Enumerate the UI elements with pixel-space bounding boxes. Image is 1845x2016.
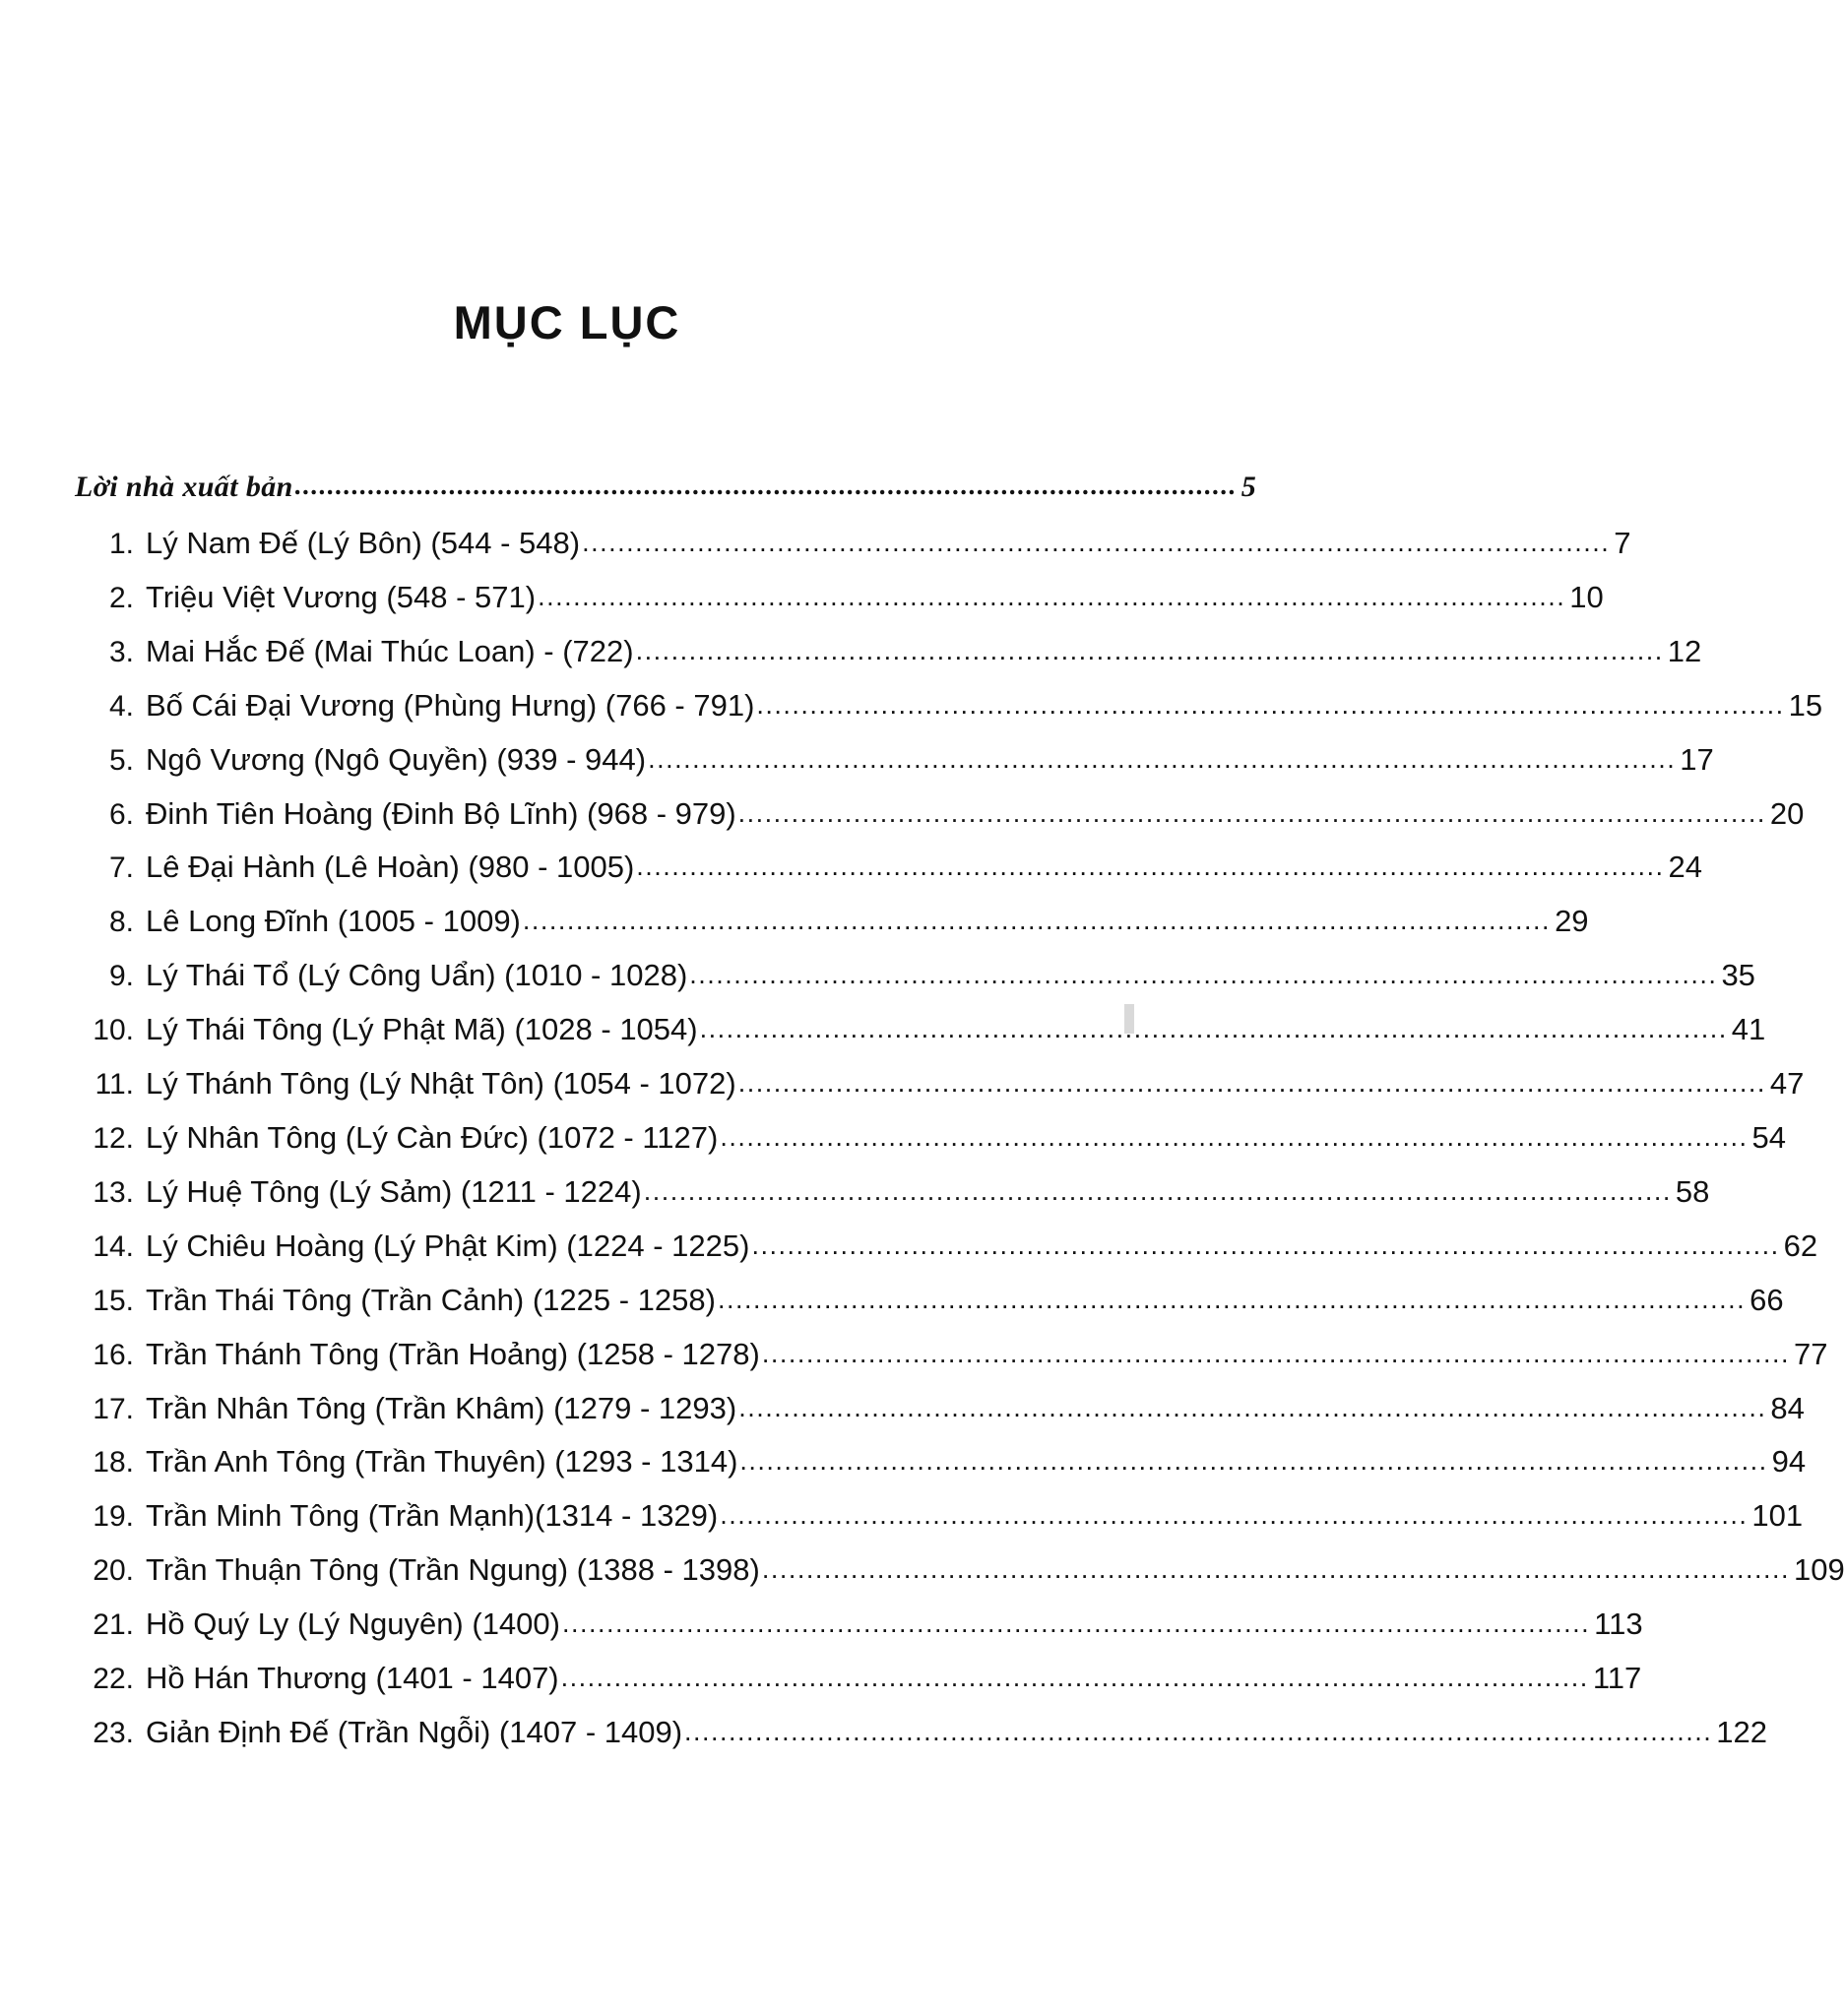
toc-entry[interactable] — [73, 1281, 1784, 1321]
toc-entry-page: 101 — [1751, 1498, 1804, 1534]
toc-entry[interactable] — [73, 1064, 1805, 1104]
toc-entry-number: 23. — [93, 1716, 134, 1749]
toc-entry[interactable] — [73, 1172, 1710, 1213]
toc-entry-page: 94 — [1771, 1444, 1807, 1480]
toc-entry-page: 29 — [1555, 904, 1589, 939]
toc-entry-label: Bố Cái Đại Vương (Phùng Hưng) (766 - 791) — [146, 687, 755, 723]
toc-entry-page: 113 — [1594, 1606, 1643, 1642]
toc-entry-label: Trần Nhân Tông (Trần Khâm) (1279 - 1293) — [146, 1390, 737, 1425]
dot-leader: .................................................................................................................... — [538, 581, 1566, 611]
toc-entry[interactable] — [73, 1550, 1845, 1591]
toc-entry[interactable] — [73, 1389, 1805, 1429]
toc-entry[interactable] — [73, 686, 1823, 726]
dot-leader: .................................................................................................................... — [684, 1716, 1713, 1746]
dot-leader: .................................................................................................................... — [699, 1014, 1728, 1044]
toc-entry-page: 117 — [1592, 1661, 1642, 1696]
toc-entry-page: 62 — [1783, 1228, 1818, 1263]
dot-leader: .................................................................................................................... — [635, 635, 1664, 665]
toc-entry-label: Đinh Tiên Hoàng (Đinh Bộ Lĩnh) (968 - 979) — [146, 795, 736, 831]
toc-entry-page: 47 — [1769, 1066, 1805, 1102]
toc-entry[interactable] — [73, 1335, 1828, 1375]
toc-entry-label: Giản Định Đế (Trần Ngỗi) (1407 - 1409) — [146, 1714, 683, 1749]
toc-entry-number: 9. — [108, 960, 134, 993]
toc-entry[interactable] — [73, 956, 1755, 996]
toc-entry[interactable] — [73, 1010, 1766, 1050]
toc-entry-label: Trần Minh Tông (Trần Mạnh)(1314 - 1329) — [146, 1498, 719, 1534]
dot-leader: .................................................................................................................... — [737, 1068, 1766, 1099]
toc-entry-label: Lý Thái Tông (Lý Phật Mã) (1028 - 1054) — [146, 1012, 698, 1047]
dot-leader: .................................................................................................................... — [738, 1392, 1767, 1422]
toc-entry[interactable] — [73, 1118, 1786, 1159]
toc-entry-number: 2. — [108, 581, 134, 614]
toc-entry-number: 7. — [108, 851, 134, 885]
toc-entry-number: 13. — [93, 1175, 134, 1209]
toc-entry-preface[interactable] — [73, 471, 1256, 504]
toc-entry[interactable] — [73, 794, 1805, 835]
toc-entry-label: Lý Chiêu Hoàng (Lý Phật Kim) (1224 - 1225) — [146, 1228, 750, 1263]
toc-entry-label: Trần Thánh Tông (Trần Hoảng) (1258 - 1278) — [146, 1336, 760, 1371]
toc-entry-number: 3. — [108, 635, 134, 668]
dot-leader: .................................................................................................................... — [689, 960, 1718, 990]
toc-entry-label: Lý Nam Đế (Lý Bôn) (544 - 548) — [146, 526, 581, 560]
toc-entry-page: 54 — [1751, 1119, 1786, 1155]
toc-entry-number: 21. — [93, 1608, 134, 1642]
toc-entry-number: 14. — [93, 1229, 134, 1263]
toc-entry-page: 41 — [1731, 1012, 1766, 1047]
toc-entry-page: 66 — [1750, 1282, 1784, 1317]
toc-entry[interactable] — [73, 1227, 1818, 1267]
toc-entry-label: Triệu Việt Vương (548 - 571) — [146, 579, 537, 614]
dot-leader: .................................................................................................................... — [720, 1500, 1749, 1531]
dot-leader: .................................................................................................................... — [751, 1229, 1780, 1260]
toc-entry[interactable] — [73, 632, 1702, 672]
toc-entry-label: Lý Thái Tổ (Lý Công Uẩn) (1010 - 1028) — [146, 958, 688, 993]
toc-entry-label: Hồ Hán Thương (1401 - 1407) — [146, 1661, 559, 1696]
toc-entry-number: 11. — [95, 1068, 134, 1102]
dot-leader: .................................................................................................................... — [561, 1608, 1591, 1639]
toc-entry-page: 5 — [1241, 471, 1256, 503]
toc-entry-number: 6. — [108, 797, 134, 831]
toc-entry-label: Lý Huệ Tông (Lý Sảm) (1211 - 1224) — [146, 1173, 642, 1209]
toc-entry-number: 1. — [108, 528, 134, 560]
toc-entry-page: 58 — [1675, 1173, 1710, 1209]
toc-entry-page: 17 — [1680, 741, 1714, 777]
dot-leader: .................................................................................................................... — [582, 528, 1611, 557]
toc-entry-label: Lời nhà xuất bản — [75, 471, 293, 503]
dot-leader: .................................................................................................................... — [737, 797, 1766, 828]
toc-entry-page: 7 — [1614, 526, 1631, 560]
toc-entry-number: 5. — [108, 743, 134, 777]
toc-entry-number: 10. — [93, 1014, 134, 1047]
toc-entry-label: Lê Đại Hành (Lê Hoàn) (980 - 1005) — [146, 850, 635, 885]
toc-entry-label: Trần Thái Tông (Trần Cảnh) (1225 - 1258) — [146, 1282, 716, 1317]
toc-entry-number: 16. — [93, 1338, 134, 1371]
toc-entry-page: 109 — [1793, 1552, 1845, 1588]
toc-entry[interactable] — [73, 1605, 1643, 1645]
dot-leader: .................................................................................................................... — [522, 906, 1552, 936]
dot-leader: .................................................................................................................... — [717, 1284, 1747, 1314]
toc-entry-number: 4. — [108, 689, 134, 723]
page-title: MỤC LỤC — [453, 296, 681, 348]
toc-entry-page: 12 — [1667, 633, 1702, 668]
toc-entry[interactable] — [73, 1496, 1804, 1537]
toc-entry-label: Mai Hắc Đế (Mai Thúc Loan) - (722) — [146, 633, 634, 668]
toc-entry-page: 20 — [1769, 795, 1805, 831]
dot-leader: .................................................................................................................... — [636, 851, 1665, 882]
dot-leader: .................................................................................................................... — [761, 1554, 1790, 1585]
dot-leader: .................................................................................................................... — [739, 1446, 1768, 1477]
toc-entry-page: 122 — [1716, 1714, 1767, 1749]
toc-entry-page: 15 — [1788, 687, 1823, 723]
toc-entry-page: 77 — [1793, 1336, 1828, 1371]
dot-leader: .................................................................................................................... — [643, 1175, 1672, 1206]
toc-entry-label: Lý Thánh Tông (Lý Nhật Tôn) (1054 - 1072) — [146, 1066, 736, 1102]
toc-entry[interactable] — [73, 848, 1702, 888]
dot-leader: .................................................................................................................... — [560, 1663, 1589, 1693]
toc-entry-number: 12. — [93, 1121, 134, 1155]
toc-entry[interactable] — [73, 1713, 1767, 1753]
toc-entry-number: 15. — [93, 1284, 134, 1317]
toc-entry-label: Ngô Vương (Ngô Quyền) (939 - 944) — [146, 741, 647, 777]
toc-entry-label: Hồ Quý Ly (Lý Nguyên) (1400) — [146, 1606, 560, 1642]
dot-leader: .................................................................................................................... — [756, 689, 1785, 720]
toc-entry-page: 84 — [1770, 1390, 1805, 1425]
toc-entry[interactable] — [73, 1442, 1807, 1482]
dot-leader: .................................................................................................................... — [720, 1121, 1749, 1152]
toc-entry-label: Trần Thuận Tông (Trần Ngung) (1388 - 1398) — [146, 1552, 760, 1588]
toc-entry-number: 20. — [93, 1554, 134, 1588]
dot-leader: .................................................................................................................... — [648, 743, 1677, 774]
toc-entry[interactable] — [73, 902, 1589, 942]
toc-entry-number: 18. — [93, 1446, 134, 1480]
toc-entry-label: Lê Long Đĩnh (1005 - 1009) — [146, 904, 521, 939]
toc-entry-number: 19. — [93, 1500, 134, 1534]
toc-entry[interactable] — [73, 1659, 1642, 1699]
dot-leader: .................................................................................................................... — [761, 1338, 1790, 1368]
toc-entry[interactable] — [73, 524, 1631, 564]
toc-entry-page: 10 — [1569, 579, 1604, 614]
toc-entry-page: 35 — [1721, 958, 1755, 993]
toc-entry[interactable] — [73, 578, 1604, 618]
table-of-contents — [73, 471, 1845, 1767]
dot-leader: .................................................................................................................... — [294, 471, 1238, 500]
toc-entry-label: Trần Anh Tông (Trần Thuyên) (1293 - 1314) — [146, 1444, 738, 1480]
toc-entry-label: Lý Nhân Tông (Lý Càn Đức) (1072 - 1127) — [146, 1119, 719, 1155]
toc-entry-page: 24 — [1668, 850, 1702, 885]
toc-entry-number: 22. — [93, 1663, 134, 1696]
toc-entry[interactable] — [73, 740, 1714, 781]
toc-entry-number: 17. — [93, 1392, 134, 1425]
toc-entry-number: 8. — [108, 906, 134, 939]
